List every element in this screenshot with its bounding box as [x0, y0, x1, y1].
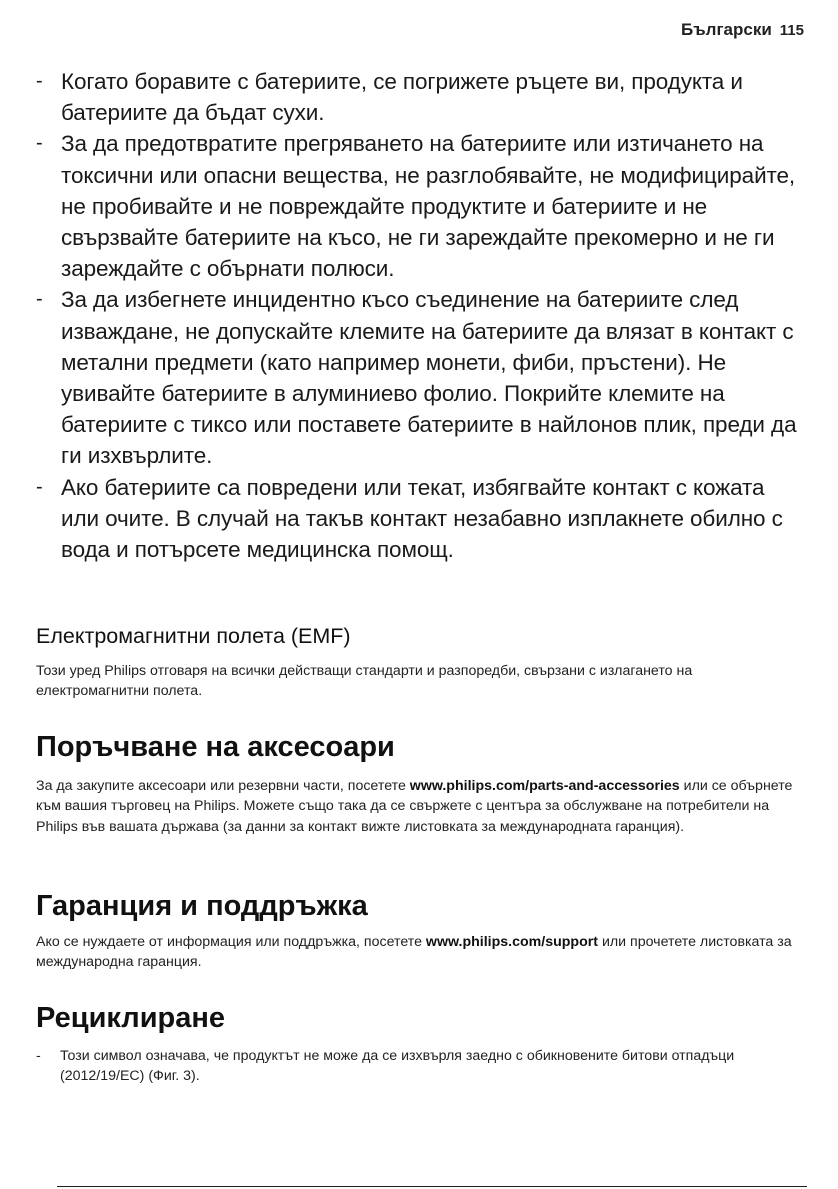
- bullet-dash: -: [36, 475, 43, 498]
- warranty-text-after: или прочетете листовката за международна гаранция.: [36, 934, 792, 971]
- warranty-text: [36, 932, 808, 973]
- list-item-text: Ако батериите са повредени или текат, избягвайте контакт с кожата или очите. В случай на такъв контакт незабавно изплакнете обилно с вода и потърсете медицинска помощ.: [61, 474, 783, 563]
- emf-text: Този уред Philips отговаря на всички действащи стандарти и разпоредби, свързани с излагането на електромагнитни полета.: [36, 663, 693, 700]
- list-item: [36, 1046, 808, 1087]
- accessories-text-after: или се обърнете към вашия търговец на Philips. Можете също така да се свържете с центъра за обслужване на потребители на Philips във вашата държава (за данни за контакт вижте листовката за международната гаранция).: [36, 778, 793, 835]
- header-language: Български: [681, 20, 772, 39]
- warranty-text-before: Ако се нуждаете от информация или поддръжка, посетете: [36, 934, 426, 950]
- bullet-dash: -: [36, 1048, 41, 1064]
- list-item-text: Когато боравите с батериите, се погрижете ръцете ви, продукта и батериите да бъдат сухи.: [61, 69, 743, 126]
- list-item: [36, 128, 806, 284]
- recycling-list: [36, 1046, 808, 1087]
- accessories-text: [36, 776, 808, 837]
- emf-heading: Електромагнитни полета (EMF): [36, 624, 351, 648]
- bullet-dash: -: [36, 70, 43, 92]
- list-item-text: За да предотвратите прегряването на батериите или изтичането на токсични или опасни вещества, не разглобявайте, не модифицирайте, не пробивайте и не повреждайте продуктите и батериите и не свързвайте батериите на късо, не ги зареждайте прекомерно и не ги зареждайте с обърнати полюси.: [61, 131, 796, 282]
- footer-divider: [57, 1186, 807, 1187]
- battery-safety-list: [36, 66, 806, 565]
- bullet-dash: -: [36, 288, 43, 311]
- list-item: [36, 472, 806, 566]
- page-header: [681, 20, 804, 40]
- list-item-text: Този символ означава, че продуктът не може да се изхвърля заедно с обикновените битови отпадъци (2012/19/EC) (Фиг. 3).: [60, 1048, 735, 1085]
- accessories-text-before: За да закупите аксесоари или резервни части, посетете: [36, 778, 410, 794]
- bullet-dash: -: [36, 132, 43, 155]
- accessories-heading: Поръчване на аксесоари: [36, 731, 395, 763]
- page-number: 115: [779, 22, 804, 39]
- accessories-link[interactable]: www.philips.com/parts-and-accessories: [409, 778, 680, 794]
- list-item: [36, 284, 806, 471]
- support-link[interactable]: www.philips.com/support: [425, 934, 599, 950]
- list-item-text: За да избегнете инцидентно късо съединение на батериите след изваждане, не допускайте клемите на батериите да влязат в контакт с метални предмети (като например монети, фиби, пръстени). Не увивайте батериите в алуминиево фолио. Покрийте клемите на батериите с тиксо или поставете батериите в найлонов плик, преди да ги изхвърлите.: [61, 287, 797, 469]
- warranty-heading: Гаранция и поддръжка: [36, 890, 368, 922]
- list-item: [36, 66, 806, 128]
- recycling-heading: Рециклиране: [36, 1002, 226, 1034]
